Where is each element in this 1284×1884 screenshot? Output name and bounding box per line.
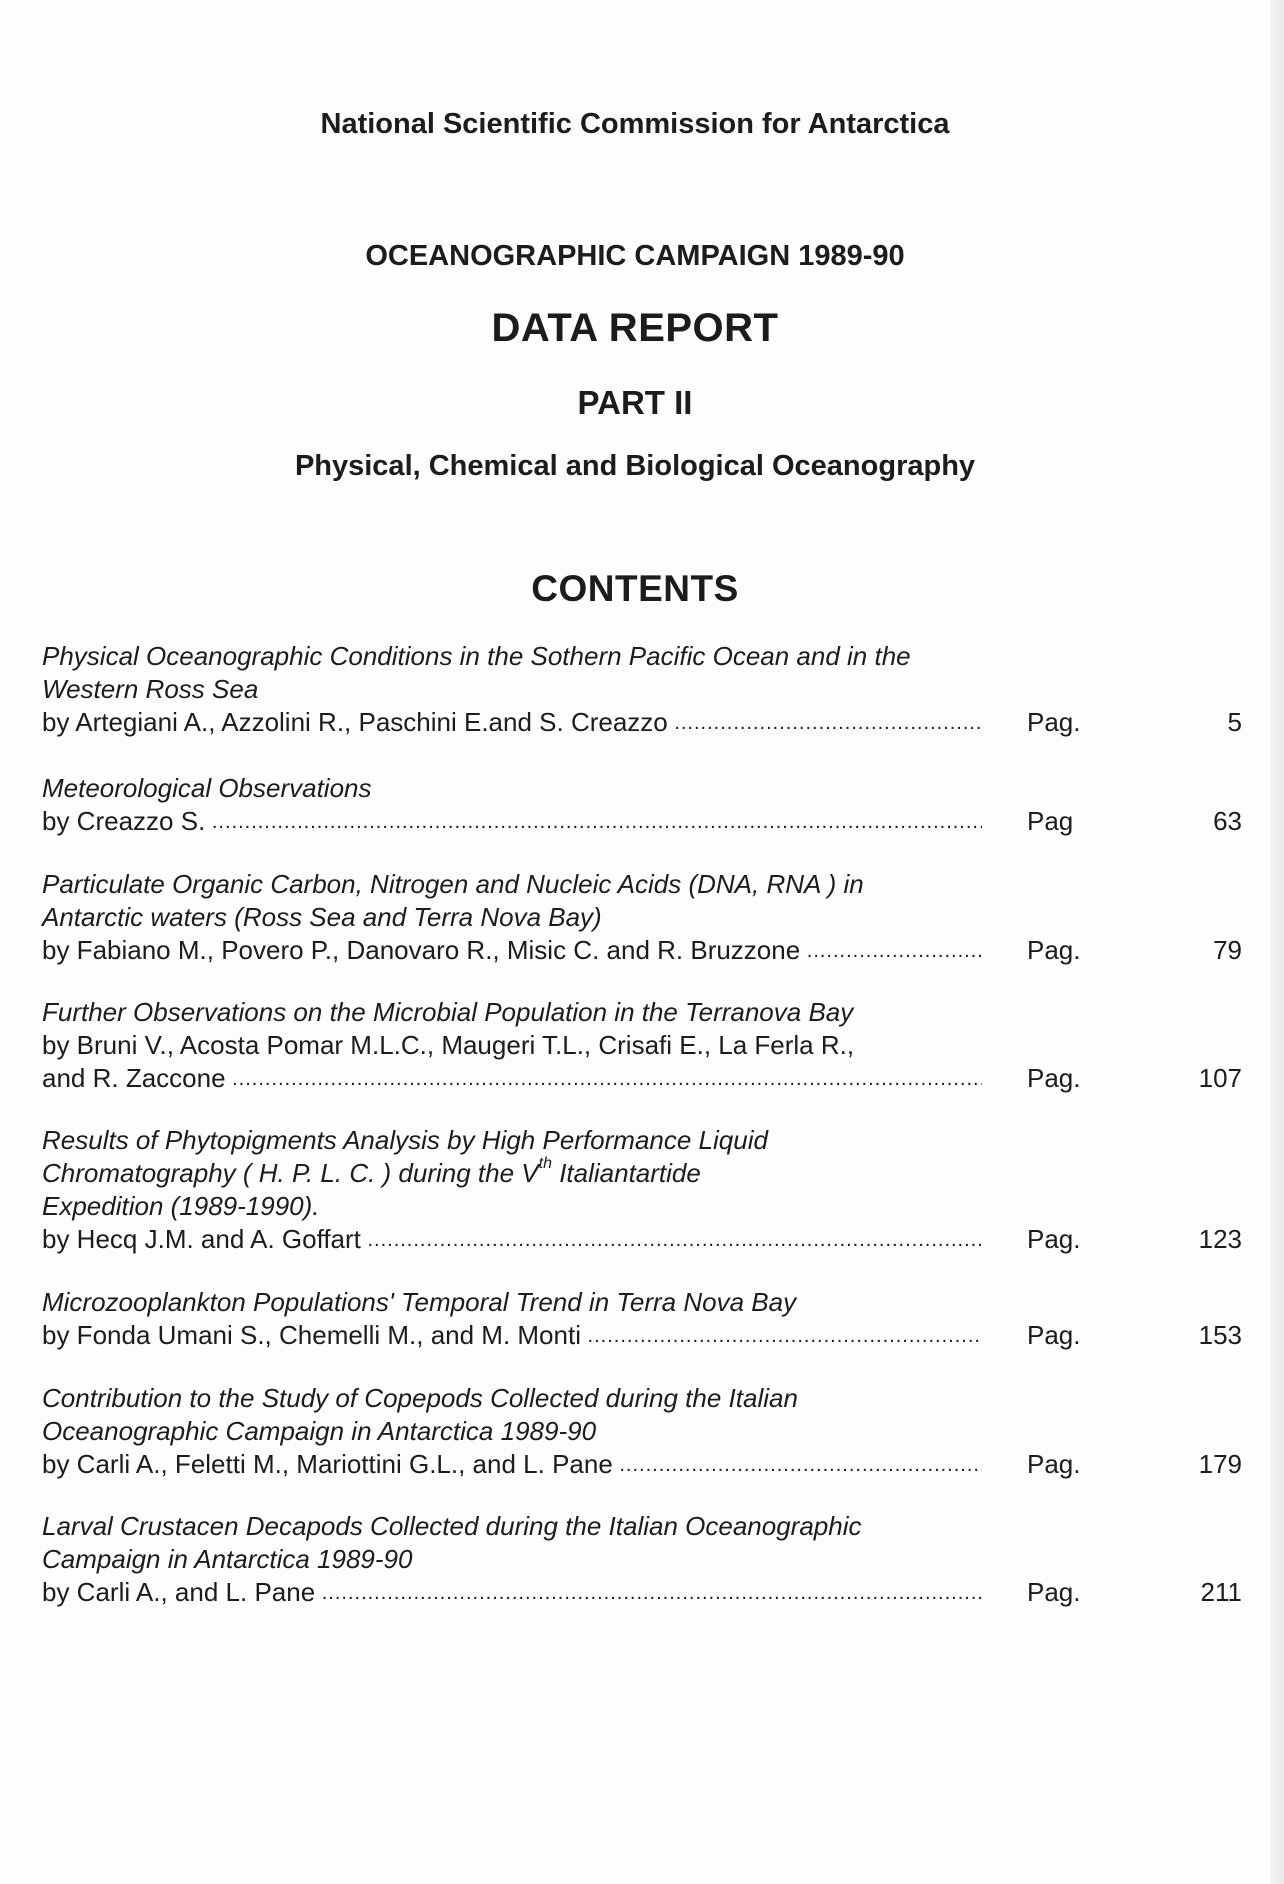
entry-authors: by Hecq J.M. and A. Goffart ..... <box>42 1223 982 1257</box>
toc-entry <box>42 1124 1242 1256</box>
page-edge-shadow <box>1270 0 1284 1884</box>
campaign-title: OCEANOGRAPHIC CAMPAIGN 1989-90 <box>365 240 905 272</box>
entry-page-label: Pag <box>1027 806 1074 836</box>
entry-page-label: Pag. <box>1027 1320 1081 1350</box>
entry-title-line: Oceanographic Campaign in Antarctica 1989-90 <box>42 1416 597 1446</box>
entry-page-number: 63 <box>1213 806 1242 836</box>
contents-heading: CONTENTS <box>531 568 739 609</box>
entry-page-number: 153 <box>1198 1320 1242 1350</box>
report-title: DATA REPORT <box>491 306 779 350</box>
entry-author-line <box>42 934 1242 967</box>
entry-title-line: Results of Phytopigments Analysis by High Performance Liquid <box>42 1125 768 1155</box>
entry-author-line <box>42 1319 1242 1352</box>
part-label: PART II <box>577 384 693 421</box>
entry-page-number: 179 <box>1198 1449 1242 1479</box>
entry-title-line: Western Ross Sea <box>42 674 259 704</box>
entry-title-line <box>42 1157 1242 1190</box>
entry-page-label: Pag. <box>1027 1224 1081 1254</box>
toc-entry <box>42 1382 1242 1481</box>
entry-page-label: Pag. <box>1027 707 1081 737</box>
entry-page-number: 123 <box>1198 1224 1242 1254</box>
entry-page-label: Pag. <box>1027 1063 1081 1093</box>
entry-title-part: Italiantartide <box>551 1158 701 1188</box>
entry-title-line: Further Observations on the Microbial Population in the Terranova Bay <box>42 997 854 1027</box>
entry-authors: by Carli A., and L. Pane ..... <box>42 1576 982 1610</box>
entry-authors: by Fabiano M., Povero P., Danovaro R., Misic C. and R. Bruzzone ..... <box>42 934 982 968</box>
entry-title-part: Chromatography ( H. P. L. C. ) during the V <box>42 1158 539 1188</box>
toc-entry <box>42 868 1242 967</box>
toc-entry <box>42 1286 1242 1352</box>
entry-page-label: Pag. <box>1027 1449 1081 1479</box>
entry-title-line: Campaign in Antarctica 1989-90 <box>42 1544 413 1574</box>
entry-authors: by Artegiani A., Azzolini R., Paschini E.and S. Creazzo ..... <box>42 706 982 740</box>
entry-page-label: Pag. <box>1027 1577 1081 1607</box>
entry-author-line-extra: by Bruni V., Acosta Pomar M.L.C., Maugeri T.L., Crisafi E., La Ferla R., <box>42 1030 855 1060</box>
entry-title-line: Contribution to the Study of Copepods Collected during the Italian <box>42 1383 798 1413</box>
entry-title-line: Physical Oceanographic Conditions in the Sothern Pacific Ocean and in the <box>42 641 911 671</box>
ordinal-superscript: th <box>538 1155 552 1172</box>
entry-author-line <box>42 706 1242 739</box>
entry-author-line <box>42 1223 1242 1256</box>
entry-authors: by Fonda Umani S., Chemelli M., and M. Monti ..... <box>42 1319 982 1353</box>
entry-title-line: Meteorological Observations <box>42 773 372 803</box>
entry-authors: and R. Zaccone ..... <box>42 1062 982 1096</box>
entry-page-number: 107 <box>1198 1063 1242 1093</box>
toc-entry <box>42 996 1242 1095</box>
toc-entry <box>42 772 1242 838</box>
entry-authors: by Creazzo S. ..... <box>42 805 982 839</box>
entry-author-line <box>42 1062 1242 1095</box>
entry-title-line: Expedition (1989-1990). <box>42 1191 320 1221</box>
entry-author-line <box>42 805 1242 838</box>
entry-author-line <box>42 1448 1242 1481</box>
toc-entry <box>42 640 1242 739</box>
entry-page-number: 79 <box>1213 935 1242 965</box>
entry-author-line <box>42 1576 1242 1609</box>
entry-title-line: Larval Crustacen Decapods Collected during the Italian Oceanographic <box>42 1511 862 1541</box>
entry-title-line: Microzooplankton Populations' Temporal Trend in Terra Nova Bay <box>42 1287 797 1317</box>
entry-page-number: 5 <box>1227 707 1242 737</box>
organization-name: National Scientific Commission for Antarctica <box>320 108 950 140</box>
entry-authors: by Carli A., Feletti M., Mariottini G.L., and L. Pane ..... <box>42 1448 982 1482</box>
report-subtitle: Physical, Chemical and Biological Oceanography <box>294 450 976 482</box>
entry-page-number: 211 <box>1200 1577 1242 1607</box>
entry-title-line: Particulate Organic Carbon, Nitrogen and Nucleic Acids (DNA, RNA ) in <box>42 869 864 899</box>
entry-page-label: Pag. <box>1027 935 1081 965</box>
entry-title-line: Antarctic waters (Ross Sea and Terra Nova Bay) <box>42 902 602 932</box>
toc-entry <box>42 1510 1242 1609</box>
